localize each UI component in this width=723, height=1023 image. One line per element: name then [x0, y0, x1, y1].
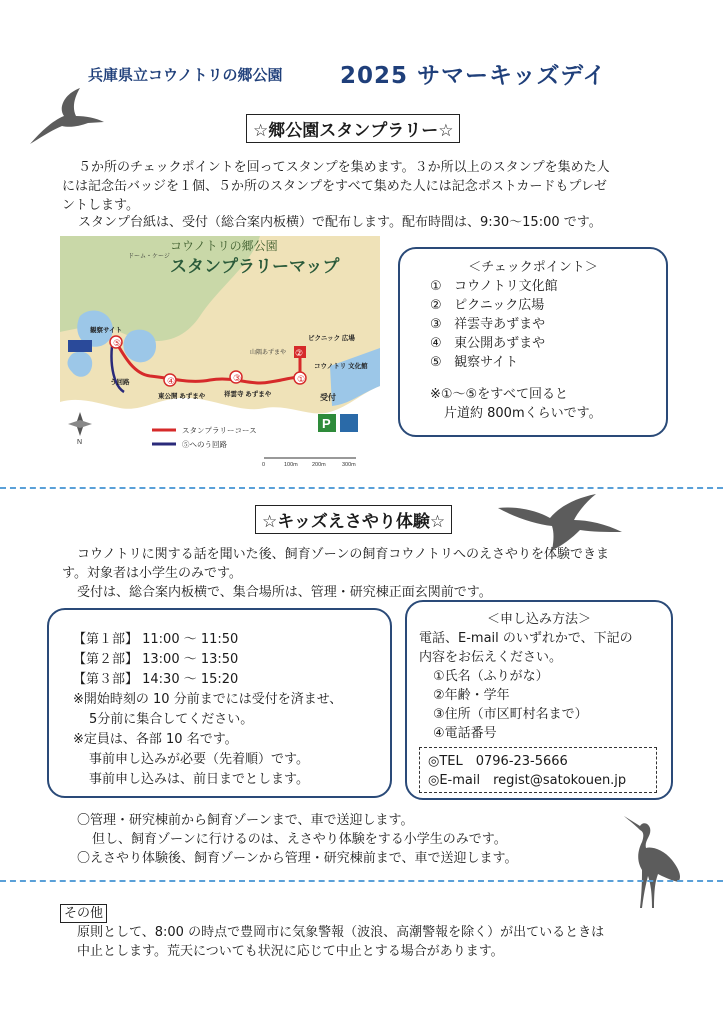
- checkpoint-item-4: [430, 334, 545, 354]
- event-title: 2025 サマーキッズデイ: [340, 63, 607, 89]
- kids-feeding-title: ☆キッズえさやり体験☆: [255, 505, 452, 534]
- schedule-line-2: 【第２部】 13:00 ～ 13:50: [73, 652, 239, 667]
- transport-line-2: 但し、飼育ゾーンに行けるのは、えさやり体験をする小学生のみです。: [92, 832, 507, 847]
- transport-line-1: 〇管理・研究棟前から飼育ゾーンまで、車で送迎します。: [77, 813, 414, 828]
- schedule-line-5: 5分前に集合してください。: [89, 712, 254, 727]
- schedule-line-8: 事前申し込みは、前日までとします。: [89, 772, 309, 787]
- svg-text:P: P: [322, 416, 331, 431]
- svg-text:⑤: ⑤: [113, 339, 122, 349]
- standing-stork-icon: [618, 810, 688, 910]
- map-label-dome: ドーム・ケージ: [128, 254, 170, 260]
- map-title-small: コウノトリの郷公園: [170, 239, 278, 253]
- checkpoints-note-line-1: ※①～⑤をすべて回ると: [430, 387, 568, 402]
- transport-line-3: 〇えさやり体験後、飼育ゾーンから管理・研究棟前まで、車で送迎します。: [77, 851, 518, 866]
- schedule-line-1: 【第１部】 11:00 ～ 11:50: [73, 632, 239, 647]
- stamp-rally-intro-line-1: ５か所のチェックポイントを回ってスタンプを集めます。３か所以上のスタンプを集めた人: [78, 160, 610, 175]
- checkpoint-item-2: [430, 296, 544, 316]
- svg-text:N: N: [77, 439, 83, 446]
- restroom-icon: [340, 414, 358, 432]
- kids-feeding-intro-line-3: 受付は、総合案内板横で、集合場所は、管理・研究棟正面玄関前です。: [77, 585, 492, 600]
- checkpoint-num-3: ③: [430, 317, 442, 332]
- svg-text:④: ④: [167, 377, 176, 387]
- checkpoints-box: [398, 247, 668, 437]
- map-title-large: スタンプラリーマップ: [170, 257, 340, 276]
- other-line-2: 中止とします。荒天についても状況に応じて中止とする場合があります。: [77, 944, 504, 959]
- checkpoint-name-4: 東公開あずまや: [454, 336, 546, 351]
- map-label-reception: 受付: [320, 393, 336, 402]
- schedule-box: [47, 608, 392, 798]
- schedule-line-4: ※開始時刻の 10 分前までには受付を済ませ、: [73, 692, 343, 707]
- application-line-3: ①氏名（ふりがな）: [433, 669, 549, 684]
- flying-stork-icon: [28, 86, 106, 148]
- map-label-yamasumi: 山隅あずまや: [250, 350, 287, 356]
- map-checkpoint-4: [164, 374, 176, 387]
- map-label-observation-site: 観察サイト: [90, 327, 123, 334]
- map-label-east-park: 東公開 あずまや: [158, 393, 206, 400]
- kids-feeding-intro-line-1: コウノトリに関する話を聞いた後、飼育ゾーンの飼育コウノトリへのえさやりを体験できま: [77, 547, 609, 562]
- application-line-6: ④電話番号: [433, 726, 497, 741]
- checkpoints-title: ＜チェックポイント＞: [468, 260, 598, 275]
- checkpoint-name-2: ピクニック広場: [454, 298, 545, 313]
- checkpoint-item-1: [430, 277, 558, 297]
- other-line-1: 原則として、8:00 の時点で豊岡市に気象警報（波浪、高潮警報を除く）が出ているときは: [77, 925, 605, 940]
- organization-name: 兵庫県立コウノトリの郷公園: [88, 66, 283, 84]
- checkpoint-num-1: ①: [430, 279, 442, 294]
- map-label-detour: う回路: [110, 379, 130, 386]
- kids-feeding-intro-line-2: す。対象者は小学生のみです。: [62, 566, 242, 581]
- map-checkpoint-3: [230, 371, 242, 384]
- other-title: その他: [60, 904, 107, 923]
- map-checkpoint-1: [294, 372, 306, 385]
- section-divider-1: [0, 487, 723, 489]
- scale-label-200: 200m: [312, 462, 326, 468]
- checkpoint-num-2: ②: [430, 298, 442, 313]
- application-line-5: ③住所（市区町村名まで）: [433, 707, 588, 722]
- stamp-rally-intro-line-2: には記念缶バッジを１個、５か所のスタンプをすべて集めた人には記念ポストカードもプレゼ: [62, 179, 607, 194]
- application-line-2: 内容をお伝えください。: [419, 650, 563, 665]
- contact-box: [419, 747, 657, 793]
- checkpoint-name-5: 観察サイト: [454, 355, 519, 370]
- checkpoint-name-3: 祥雲寺あずまや: [454, 317, 546, 332]
- application-line-4: ②年齢・学年: [433, 688, 510, 703]
- toilet-icon: [68, 340, 92, 352]
- section-divider-2: [0, 880, 723, 882]
- contact-email: ◎E-mail regist@satokouen.jp: [428, 773, 627, 788]
- map-label-picnic: ピクニック 広場: [308, 335, 355, 342]
- map-label-culture-hall: コウノトリ 文化館: [314, 363, 368, 370]
- application-title: ＜申し込み方法＞: [486, 612, 591, 627]
- stamp-rally-intro-line-3: ントします。: [62, 198, 139, 213]
- scale-label-100: 100m: [284, 462, 298, 468]
- checkpoint-item-5: [430, 353, 518, 373]
- stamp-rally-map: [60, 236, 380, 468]
- checkpoint-num-4: ④: [430, 336, 442, 351]
- schedule-line-7: 事前申し込みが必要（先着順）です。: [89, 752, 309, 767]
- legend-course-label: スタンプラリーコース: [182, 426, 257, 435]
- contact-tel: ◎TEL 0796-23-5666: [428, 754, 568, 769]
- schedule-line-3: 【第３部】 14:30 ～ 15:20: [73, 672, 239, 687]
- application-line-1: 電話、E-mail のいずれかで、下記の: [419, 631, 633, 646]
- map-label-shounji: 祥雲寺 あずまや: [224, 391, 272, 398]
- svg-text:②: ②: [295, 349, 304, 359]
- checkpoint-num-5: ⑤: [430, 355, 442, 370]
- application-box: [405, 600, 673, 800]
- legend-detour-label: ⑤へのう回路: [182, 440, 227, 449]
- checkpoint-name-1: コウノトリ文化館: [454, 279, 558, 294]
- checkpoint-item-3: [430, 315, 545, 335]
- scale-label-300: 300m: [342, 462, 356, 468]
- scale-label-0: 0: [262, 462, 266, 468]
- svg-text:③: ③: [233, 374, 242, 384]
- checkpoints-note-line-2: 片道約 800mくらいです。: [444, 406, 602, 421]
- stamp-rally-title: ☆郷公園スタンプラリー☆: [246, 114, 460, 143]
- svg-text:①: ①: [297, 375, 306, 385]
- map-checkpoint-2: [294, 346, 306, 359]
- stamp-rally-intro-line-4: スタンプ台紙は、受付（総合案内板横）で配布します。配布時間は、9:30～15:00 です。: [78, 215, 602, 230]
- flying-stork-icon-2: [496, 490, 624, 552]
- map-checkpoint-5: [110, 336, 122, 349]
- schedule-line-6: ※定員は、各部 10 名です。: [73, 732, 238, 747]
